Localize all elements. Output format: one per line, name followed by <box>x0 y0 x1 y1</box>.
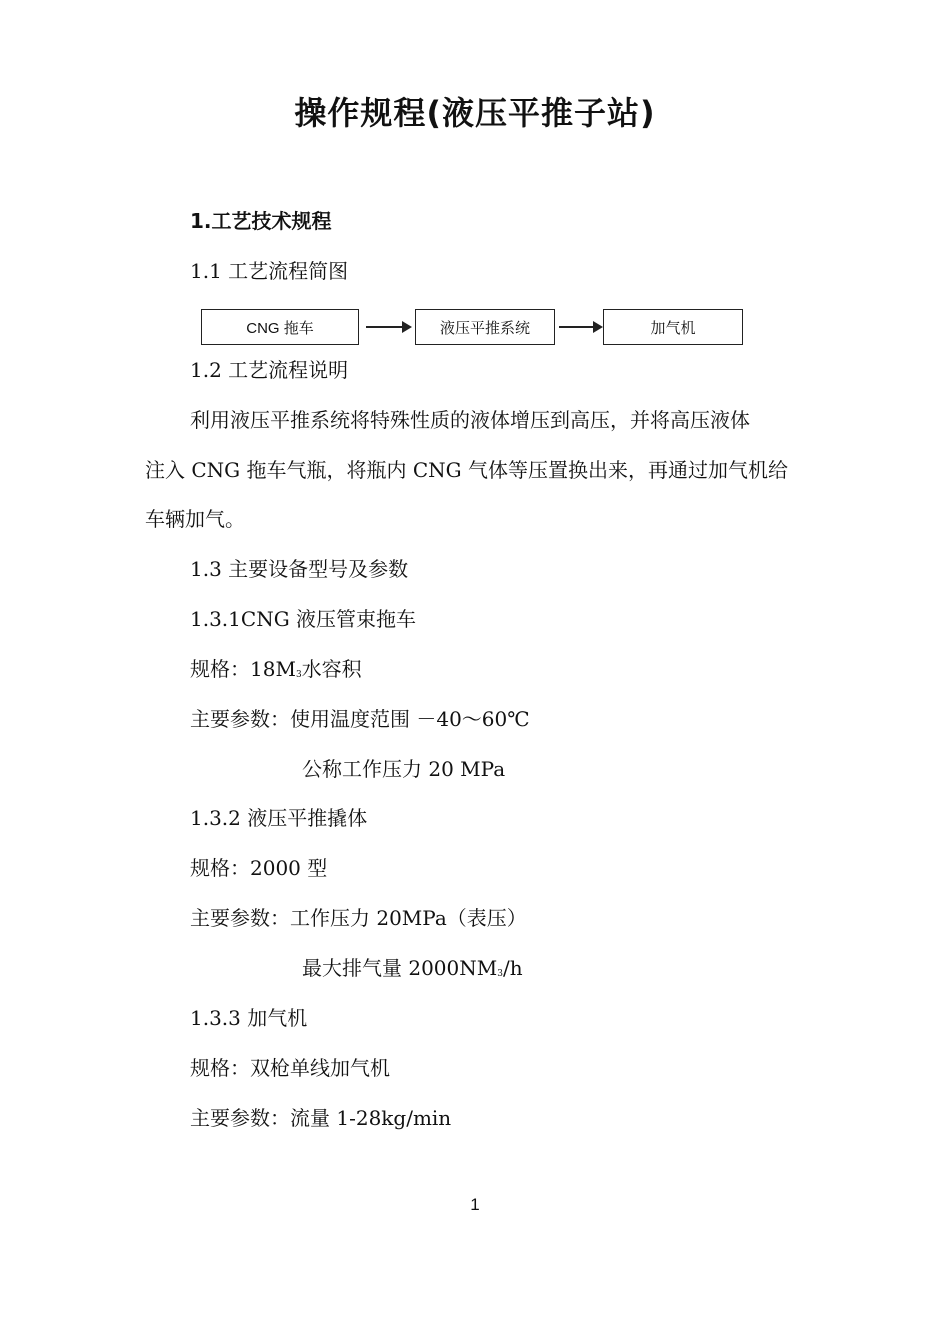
spec-trailer-sub: 3 <box>295 670 302 680</box>
flow-box-hydraulic-system: 液压平推系统 <box>415 309 555 345</box>
param-skid-flow-sub: 3 <box>497 969 503 979</box>
page-title: 操作规程(液压平推子站) <box>294 94 656 132</box>
spec-skid: 规格：2000 型 <box>190 856 328 880</box>
section-1-2: 1.2 工艺流程说明 <box>190 358 349 382</box>
section-1-1: 1.1 工艺流程简图 <box>190 259 349 283</box>
flow-arrow-2 <box>559 326 601 328</box>
param-trailer-pressure: 公称工作压力 20 MPa <box>302 757 506 781</box>
page-number: 1 <box>470 1195 480 1214</box>
flow-box-dispenser: 加气机 <box>603 309 743 345</box>
spec-trailer-prefix: 规格：18M <box>190 657 296 681</box>
paragraph-line-3: 车辆加气。 <box>145 507 245 531</box>
section-1-3-1: 1.3.1CNG 液压管束拖车 <box>190 607 417 631</box>
flow-arrow-1 <box>366 326 410 328</box>
section-heading-1: 1.工艺技术规程 <box>190 209 332 233</box>
flow-box-cng-trailer: CNG 拖车 <box>201 309 359 345</box>
spec-trailer <box>190 655 362 689</box>
param-trailer-temp: 主要参数：使用温度范围 －40～60℃ <box>190 707 530 731</box>
spec-trailer-suffix: 水容积 <box>301 657 362 681</box>
paragraph-line-2: 注入 CNG 拖车气瓶，将瓶内 CNG 气体等压置换出来，再通过加气机给 <box>145 458 788 482</box>
section-1-3-2: 1.3.2 液压平推撬体 <box>190 806 368 830</box>
param-skid-pressure: 主要参数：工作压力 20MPa（表压） <box>190 906 527 930</box>
paragraph-line-1: 利用液压平推系统将特殊性质的液体增压到高压，并将高压液体 <box>190 408 750 432</box>
param-skid-flow <box>302 954 523 988</box>
param-skid-flow-suffix: /h <box>502 956 523 980</box>
section-1-3-3: 1.3.3 加气机 <box>190 1006 308 1030</box>
param-skid-flow-prefix: 最大排气量 2000NM <box>302 956 498 980</box>
spec-dispenser: 规格：双枪单线加气机 <box>190 1056 390 1080</box>
param-dispenser: 主要参数：流量 1-28kg/min <box>190 1106 452 1130</box>
section-1-3: 1.3 主要设备型号及参数 <box>190 557 409 581</box>
